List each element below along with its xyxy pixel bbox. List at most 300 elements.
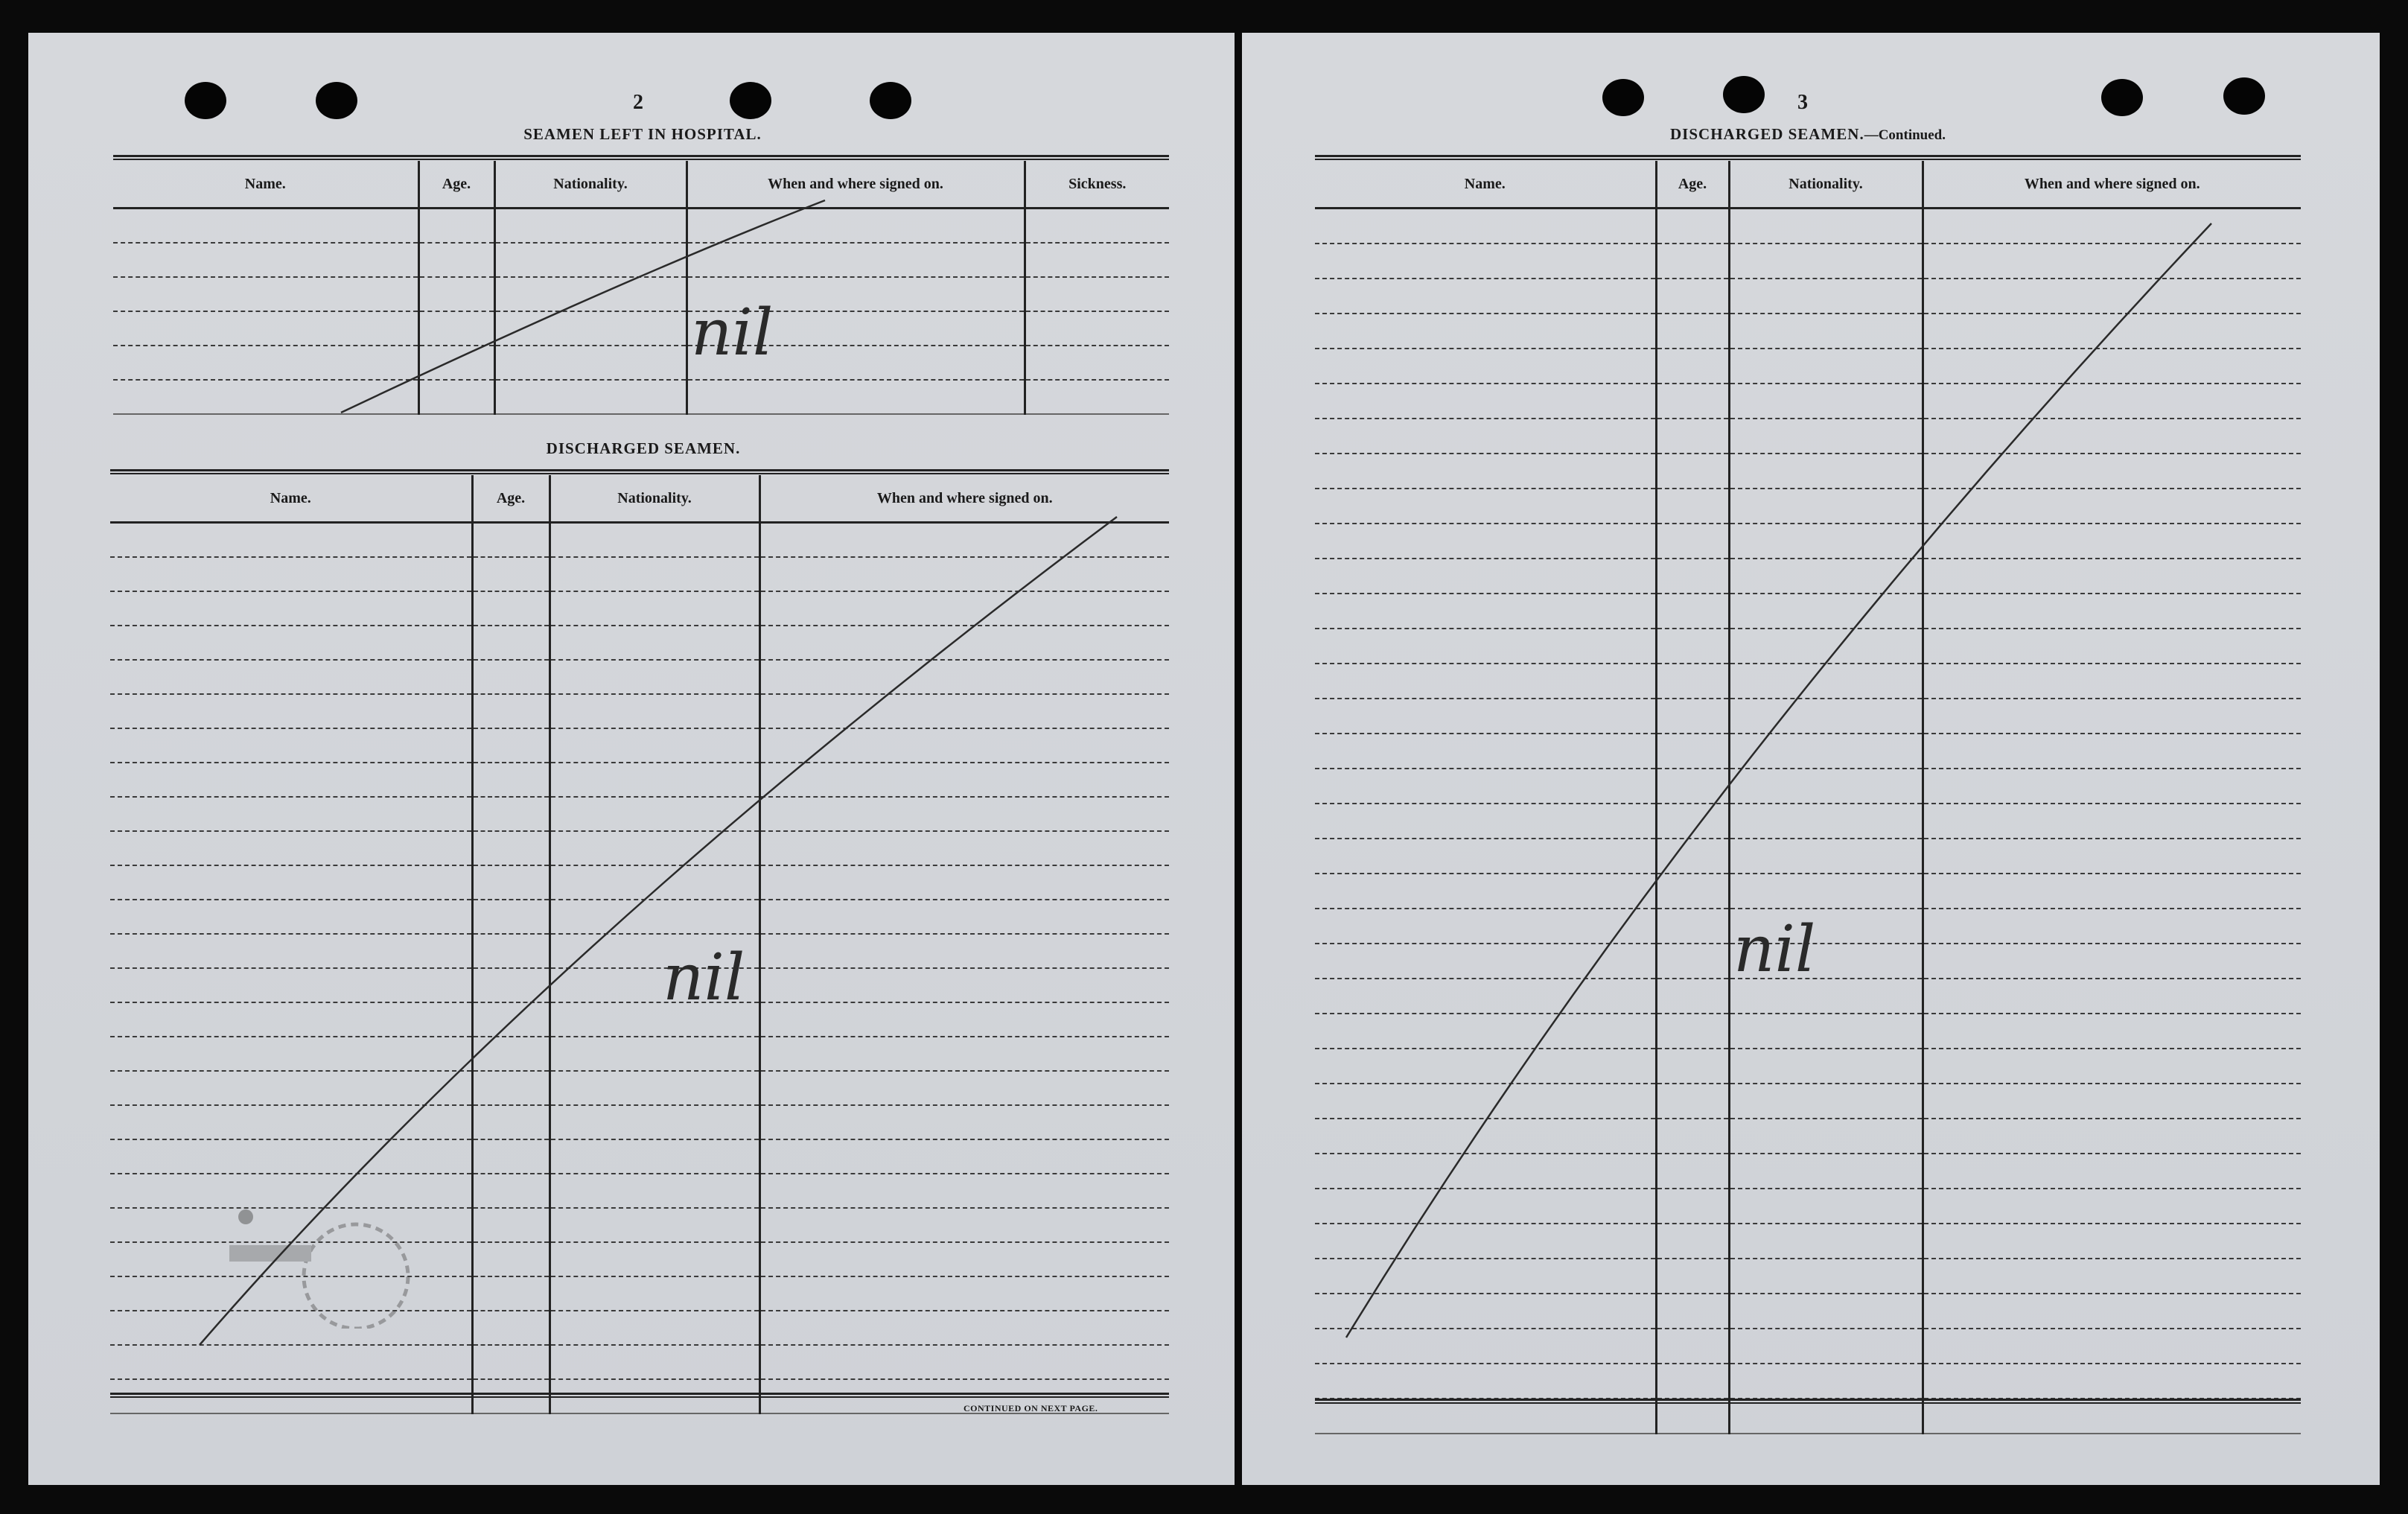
ledger-row: [113, 380, 1169, 414]
ledger-row: [1315, 1014, 2301, 1049]
ledger-cell: [1729, 244, 1923, 279]
ledger-cell: [550, 1071, 759, 1105]
ledger-cell: [472, 1345, 550, 1379]
ledger-row: [1315, 629, 2301, 664]
ledger-row: [1315, 944, 2301, 979]
ledger-cell: [113, 346, 418, 380]
ledger-cell: [1923, 454, 2301, 489]
ledger-cell: [1729, 1224, 1923, 1259]
ledger-cell: [1729, 1189, 1923, 1224]
ledger-row: [1315, 454, 2301, 489]
ledger-cell: [1315, 629, 1656, 664]
ledger-row: [1315, 314, 2301, 349]
ledger-cell: [1656, 769, 1729, 804]
ledger-cell: [1923, 1364, 2301, 1399]
ledger-row: [1315, 1154, 2301, 1189]
ledger-row: [1315, 839, 2301, 874]
section-title-discharged: DISCHARGED SEAMEN.: [546, 439, 741, 457]
ledger-cell: [1729, 1294, 1923, 1329]
ledger-cell: [472, 1002, 550, 1037]
section-title-text: DISCHARGED SEAMEN.: [1670, 125, 1864, 143]
ledger-cell: [1729, 1014, 1923, 1049]
punch-hole: [2101, 79, 2143, 116]
punch-hole: [2223, 77, 2265, 115]
ledger-cell: [494, 209, 687, 244]
ledger-cell: [1025, 209, 1169, 244]
ledger-row: [110, 1345, 1169, 1379]
ledger-cell: [1923, 734, 2301, 769]
ledger-cell: [687, 243, 1025, 277]
ledger-cell: [1315, 524, 1656, 559]
ledger-cell: [418, 277, 494, 311]
ledger-cell: [1656, 664, 1729, 699]
ledger-cell: [113, 311, 418, 346]
ledger-cell: [472, 523, 550, 558]
ledger-row: [110, 900, 1169, 934]
ledger-cell: [1729, 839, 1923, 874]
ledger-cell: [1923, 1014, 2301, 1049]
ledger-cell: [687, 311, 1025, 346]
ledger-cell: [1923, 1189, 2301, 1224]
ledger-cell: [1315, 384, 1656, 419]
ledger-row: [110, 660, 1169, 694]
ledger-row: [1315, 279, 2301, 314]
discharged-continued-table: [1315, 161, 2301, 1434]
ledger-row: [1315, 1294, 2301, 1329]
ledger-cell: [1656, 1189, 1729, 1224]
ledger-cell: [418, 346, 494, 380]
ledger-cell: [550, 900, 759, 934]
ledger-cell: [110, 797, 472, 831]
ledger-cell: [1656, 734, 1729, 769]
column-header-age: Age.: [472, 475, 550, 523]
ledger-cell: [1315, 1189, 1656, 1224]
ledger-row: [110, 1071, 1169, 1105]
ledger-cell: [110, 900, 472, 934]
ledger-cell: [687, 346, 1025, 380]
ledger-cell: [1923, 909, 2301, 944]
ledger-row: [113, 311, 1169, 346]
handwritten-nil: nil: [1733, 912, 1816, 987]
ledger-cell: [1923, 384, 2301, 419]
ledger-cell: [1656, 1364, 1729, 1399]
ledger-cell: [759, 865, 1169, 900]
ledger-cell: [1923, 1084, 2301, 1119]
ledger-cell: [1656, 594, 1729, 629]
ledger-cell: [1729, 1154, 1923, 1189]
ledger-cell: [1923, 1224, 2301, 1259]
ledger-cell: [1729, 384, 1923, 419]
ledger-cell: [1656, 839, 1729, 874]
ledger-cell: [1729, 1329, 1923, 1364]
ledger-cell: [494, 380, 687, 414]
ledger-cell: [759, 1002, 1169, 1037]
ledger-cell: [687, 209, 1025, 244]
ledger-row: [1315, 1189, 2301, 1224]
ledger-cell: [1656, 1119, 1729, 1154]
ledger-cell: [113, 243, 418, 277]
ledger-cell: [550, 968, 759, 1002]
ledger-cell: [1315, 244, 1656, 279]
ledger-cell: [472, 1311, 550, 1345]
ledger-cell: [759, 1174, 1169, 1208]
ledger-row: [113, 346, 1169, 380]
ledger-row: [110, 797, 1169, 831]
ledger-row: [1315, 209, 2301, 244]
ledger-row: [110, 557, 1169, 591]
right-page: [1242, 33, 2380, 1485]
page-number: 2: [633, 91, 643, 114]
ledger-row: [110, 1139, 1169, 1174]
ledger-cell: [1315, 454, 1656, 489]
ledger-cell: [472, 1276, 550, 1311]
ledger-cell: [1656, 279, 1729, 314]
ledger-cell: [110, 934, 472, 968]
ledger-cell: [418, 311, 494, 346]
section-title-hospital: SEAMEN LEFT IN HOSPITAL.: [523, 125, 762, 143]
ledger-cell: [1729, 629, 1923, 664]
faded-stamp: [207, 1202, 430, 1329]
ledger-row: [1315, 1364, 2301, 1399]
ledger-row: [1315, 1049, 2301, 1084]
ledger-cell: [494, 311, 687, 346]
ledger-cell: [550, 831, 759, 865]
ledger-cell: [550, 865, 759, 900]
ledger-cell: [1729, 1084, 1923, 1119]
ledger-cell: [1729, 1259, 1923, 1294]
ledger-cell: [550, 626, 759, 660]
ledger-cell: [1729, 699, 1923, 734]
ledger-cell: [1025, 277, 1169, 311]
ledger-cell: [759, 1276, 1169, 1311]
ledger-cell: [1923, 979, 2301, 1014]
ledger-cell: [759, 591, 1169, 626]
ledger-cell: [1656, 384, 1729, 419]
ledger-cell: [550, 1105, 759, 1139]
column-header-nationality: Nationality.: [1729, 161, 1923, 209]
page-number: 3: [1797, 91, 1808, 114]
ledger-cell: [1656, 1294, 1729, 1329]
ledger-cell: [113, 209, 418, 244]
ledger-cell: [1315, 1084, 1656, 1119]
ledger-cell: [1315, 734, 1656, 769]
ledger-cell: [759, 1345, 1169, 1379]
ledger-cell: [1729, 1119, 1923, 1154]
ledger-cell: [1729, 874, 1923, 909]
ledger-cell: [1923, 874, 2301, 909]
ledger-cell: [1729, 1399, 1923, 1434]
ledger-row: [113, 209, 1169, 244]
ledger-cell: [472, 900, 550, 934]
ledger-cell: [1923, 349, 2301, 384]
ledger-cell: [1923, 699, 2301, 734]
ledger-cell: [1656, 699, 1729, 734]
ledger-cell: [1729, 489, 1923, 524]
column-header-signed-on: When and where signed on.: [759, 475, 1169, 523]
ledger-row: [110, 865, 1169, 900]
punch-hole: [1723, 76, 1765, 113]
ledger-cell: [472, 1105, 550, 1139]
ledger-cell: [1315, 839, 1656, 874]
ledger-cell: [472, 694, 550, 728]
ledger-cell: [1729, 804, 1923, 839]
ledger-cell: [550, 557, 759, 591]
ledger-cell: [113, 277, 418, 311]
ledger-cell: [759, 1071, 1169, 1105]
rule: [110, 1393, 1169, 1398]
ledger-cell: [494, 243, 687, 277]
column-header-age: Age.: [1656, 161, 1729, 209]
ledger-cell: [1729, 909, 1923, 944]
ledger-row: [110, 763, 1169, 797]
ledger-cell: [1315, 209, 1656, 244]
ledger-cell: [1656, 419, 1729, 454]
ledger-cell: [1729, 979, 1923, 1014]
ledger-cell: [1729, 559, 1923, 594]
ledger-cell: [1923, 559, 2301, 594]
rule: [1315, 155, 2301, 160]
ledger-row: [110, 591, 1169, 626]
ledger-row: [1315, 559, 2301, 594]
ledger-cell: [110, 763, 472, 797]
ledger-cell: [759, 523, 1169, 558]
ledger-cell: [1656, 1049, 1729, 1084]
ledger-cell: [1315, 279, 1656, 314]
ledger-cell: [759, 1208, 1169, 1242]
column-header-nationality: Nationality.: [550, 475, 759, 523]
ledger-row: [1315, 1119, 2301, 1154]
ledger-cell: [110, 1139, 472, 1174]
ledger-cell: [759, 1242, 1169, 1276]
ledger-cell: [1315, 699, 1656, 734]
ledger-cell: [1025, 311, 1169, 346]
ledger-cell: [1656, 629, 1729, 664]
ledger-cell: [1656, 244, 1729, 279]
ledger-cell: [550, 934, 759, 968]
ledger-cell: [472, 1174, 550, 1208]
ledger-cell: [1923, 839, 2301, 874]
ledger-row: [1315, 804, 2301, 839]
ledger-cell: [1923, 1294, 2301, 1329]
ledger-cell: [472, 968, 550, 1002]
column-header-name: Name.: [113, 161, 418, 209]
ledger-cell: [550, 591, 759, 626]
ledger-cell: [472, 1139, 550, 1174]
continued-suffix: —Continued.: [1864, 127, 1946, 143]
ledger-cell: [472, 934, 550, 968]
ledger-cell: [1729, 349, 1923, 384]
ledger-cell: [1315, 1329, 1656, 1364]
ledger-cell: [1025, 243, 1169, 277]
ledger-cell: [759, 694, 1169, 728]
ledger-cell: [1315, 664, 1656, 699]
ledger-cell: [550, 763, 759, 797]
ledger-cell: [1315, 804, 1656, 839]
ledger-cell: [550, 1276, 759, 1311]
ledger-cell: [1656, 524, 1729, 559]
ledger-cell: [550, 728, 759, 763]
ledger-row: [110, 1002, 1169, 1037]
ledger-cell: [1923, 1259, 2301, 1294]
ledger-cell: [687, 277, 1025, 311]
column-header-sickness: Sickness.: [1025, 161, 1169, 209]
ledger-cell: [110, 1345, 472, 1379]
ledger-cell: [472, 831, 550, 865]
ledger-cell: [1923, 769, 2301, 804]
ledger-row: [1315, 1399, 2301, 1434]
ledger-cell: [550, 660, 759, 694]
ledger-cell: [1656, 944, 1729, 979]
ledger-cell: [1729, 734, 1923, 769]
punch-hole: [316, 82, 357, 119]
ledger-cell: [1923, 629, 2301, 664]
ledger-cell: [110, 660, 472, 694]
ledger-cell: [550, 1311, 759, 1345]
ledger-cell: [1656, 1399, 1729, 1434]
ledger-row: [113, 243, 1169, 277]
ledger-cell: [1315, 909, 1656, 944]
ledger-row: [1315, 1224, 2301, 1259]
ledger-cell: [1656, 804, 1729, 839]
ledger-cell: [1315, 1014, 1656, 1049]
column-header-name: Name.: [110, 475, 472, 523]
ledger-row: [1315, 384, 2301, 419]
ledger-cell: [1315, 1049, 1656, 1084]
continued-note: CONTINUED ON NEXT PAGE.: [963, 1403, 1098, 1413]
ledger-cell: [110, 1105, 472, 1139]
ledger-cell: [1729, 944, 1923, 979]
ledger-row: [110, 968, 1169, 1002]
ledger-cell: [759, 660, 1169, 694]
ledger-cell: [472, 660, 550, 694]
ledger-row: [110, 831, 1169, 865]
ledger-row: [110, 694, 1169, 728]
ledger-cell: [1315, 1294, 1656, 1329]
ledger-cell: [1656, 909, 1729, 944]
ledger-cell: [1315, 419, 1656, 454]
ledger-cell: [1729, 769, 1923, 804]
ledger-cell: [418, 209, 494, 244]
ledger-cell: [1729, 664, 1923, 699]
ledger-cell: [550, 694, 759, 728]
ledger-row: [1315, 1084, 2301, 1119]
ledger-cell: [759, 763, 1169, 797]
ledger-row: [1315, 349, 2301, 384]
ledger-cell: [1656, 349, 1729, 384]
ledger-cell: [759, 900, 1169, 934]
ledger-cell: [759, 934, 1169, 968]
column-header-nationality: Nationality.: [494, 161, 687, 209]
ledger-cell: [1729, 314, 1923, 349]
ledger-row: [110, 523, 1169, 558]
ledger-cell: [1729, 209, 1923, 244]
ledger-cell: [418, 243, 494, 277]
ledger-cell: [1656, 1224, 1729, 1259]
ledger-cell: [472, 591, 550, 626]
ledger-row: [1315, 769, 2301, 804]
ledger-row: [1315, 419, 2301, 454]
ledger-cell: [113, 380, 418, 414]
ledger-cell: [1923, 419, 2301, 454]
ledger-row: [110, 1037, 1169, 1071]
ledger-cell: [550, 1242, 759, 1276]
ledger-row: [1315, 699, 2301, 734]
ledger-cell: [759, 1311, 1169, 1345]
ledger-cell: [1923, 664, 2301, 699]
ledger-cell: [550, 1139, 759, 1174]
ledger-cell: [759, 626, 1169, 660]
ledger-cell: [110, 1002, 472, 1037]
ledger-cell: [1025, 346, 1169, 380]
column-header-age: Age.: [418, 161, 494, 209]
ledger-row: [110, 934, 1169, 968]
ledger-cell: [1923, 804, 2301, 839]
ledger-cell: [1315, 349, 1656, 384]
ledger-cell: [1923, 279, 2301, 314]
ledger-cell: [1923, 1329, 2301, 1364]
ledger-cell: [550, 1037, 759, 1071]
ledger-cell: [1729, 524, 1923, 559]
ledger-cell: [1729, 419, 1923, 454]
ledger-cell: [550, 797, 759, 831]
ledger-cell: [110, 728, 472, 763]
ledger-cell: [759, 1037, 1169, 1071]
ledger-cell: [1315, 314, 1656, 349]
ledger-cell: [1656, 209, 1729, 244]
ledger-cell: [1656, 454, 1729, 489]
ledger-cell: [1923, 594, 2301, 629]
ledger-cell: [1315, 1154, 1656, 1189]
ledger-row: [1315, 874, 2301, 909]
ledger-cell: [110, 557, 472, 591]
ledger-cell: [1923, 944, 2301, 979]
ledger-cell: [472, 728, 550, 763]
ledger-cell: [1315, 944, 1656, 979]
ledger-row: [1315, 979, 2301, 1014]
ledger-cell: [550, 1174, 759, 1208]
ledger-cell: [1025, 380, 1169, 414]
ledger-cell: [110, 694, 472, 728]
ledger-row: [1315, 594, 2301, 629]
ledger-row: [1315, 909, 2301, 944]
ledger-cell: [110, 1071, 472, 1105]
ledger-cell: [1656, 559, 1729, 594]
ledger-cell: [472, 1071, 550, 1105]
ledger-cell: [759, 1139, 1169, 1174]
ledger-cell: [1729, 1364, 1923, 1399]
ledger-cell: [1923, 209, 2301, 244]
ledger-cell: [472, 1242, 550, 1276]
left-page: [28, 33, 1235, 1485]
ledger-cell: [1729, 594, 1923, 629]
ledger-cell: [110, 523, 472, 558]
ledger-cell: [687, 380, 1025, 414]
punch-hole: [185, 82, 226, 119]
ledger-cell: [472, 1208, 550, 1242]
ledger-cell: [472, 626, 550, 660]
rule: [110, 469, 1169, 474]
ledger-cell: [472, 1037, 550, 1071]
ledger-cell: [1923, 1049, 2301, 1084]
ledger-cell: [1656, 1154, 1729, 1189]
ledger-row: [110, 626, 1169, 660]
ledger-cell: [1315, 489, 1656, 524]
ledger-cell: [1315, 1364, 1656, 1399]
ledger-cell: [418, 380, 494, 414]
ledger-cell: [1315, 1224, 1656, 1259]
ledger-cell: [1729, 1049, 1923, 1084]
ledger-cell: [472, 865, 550, 900]
